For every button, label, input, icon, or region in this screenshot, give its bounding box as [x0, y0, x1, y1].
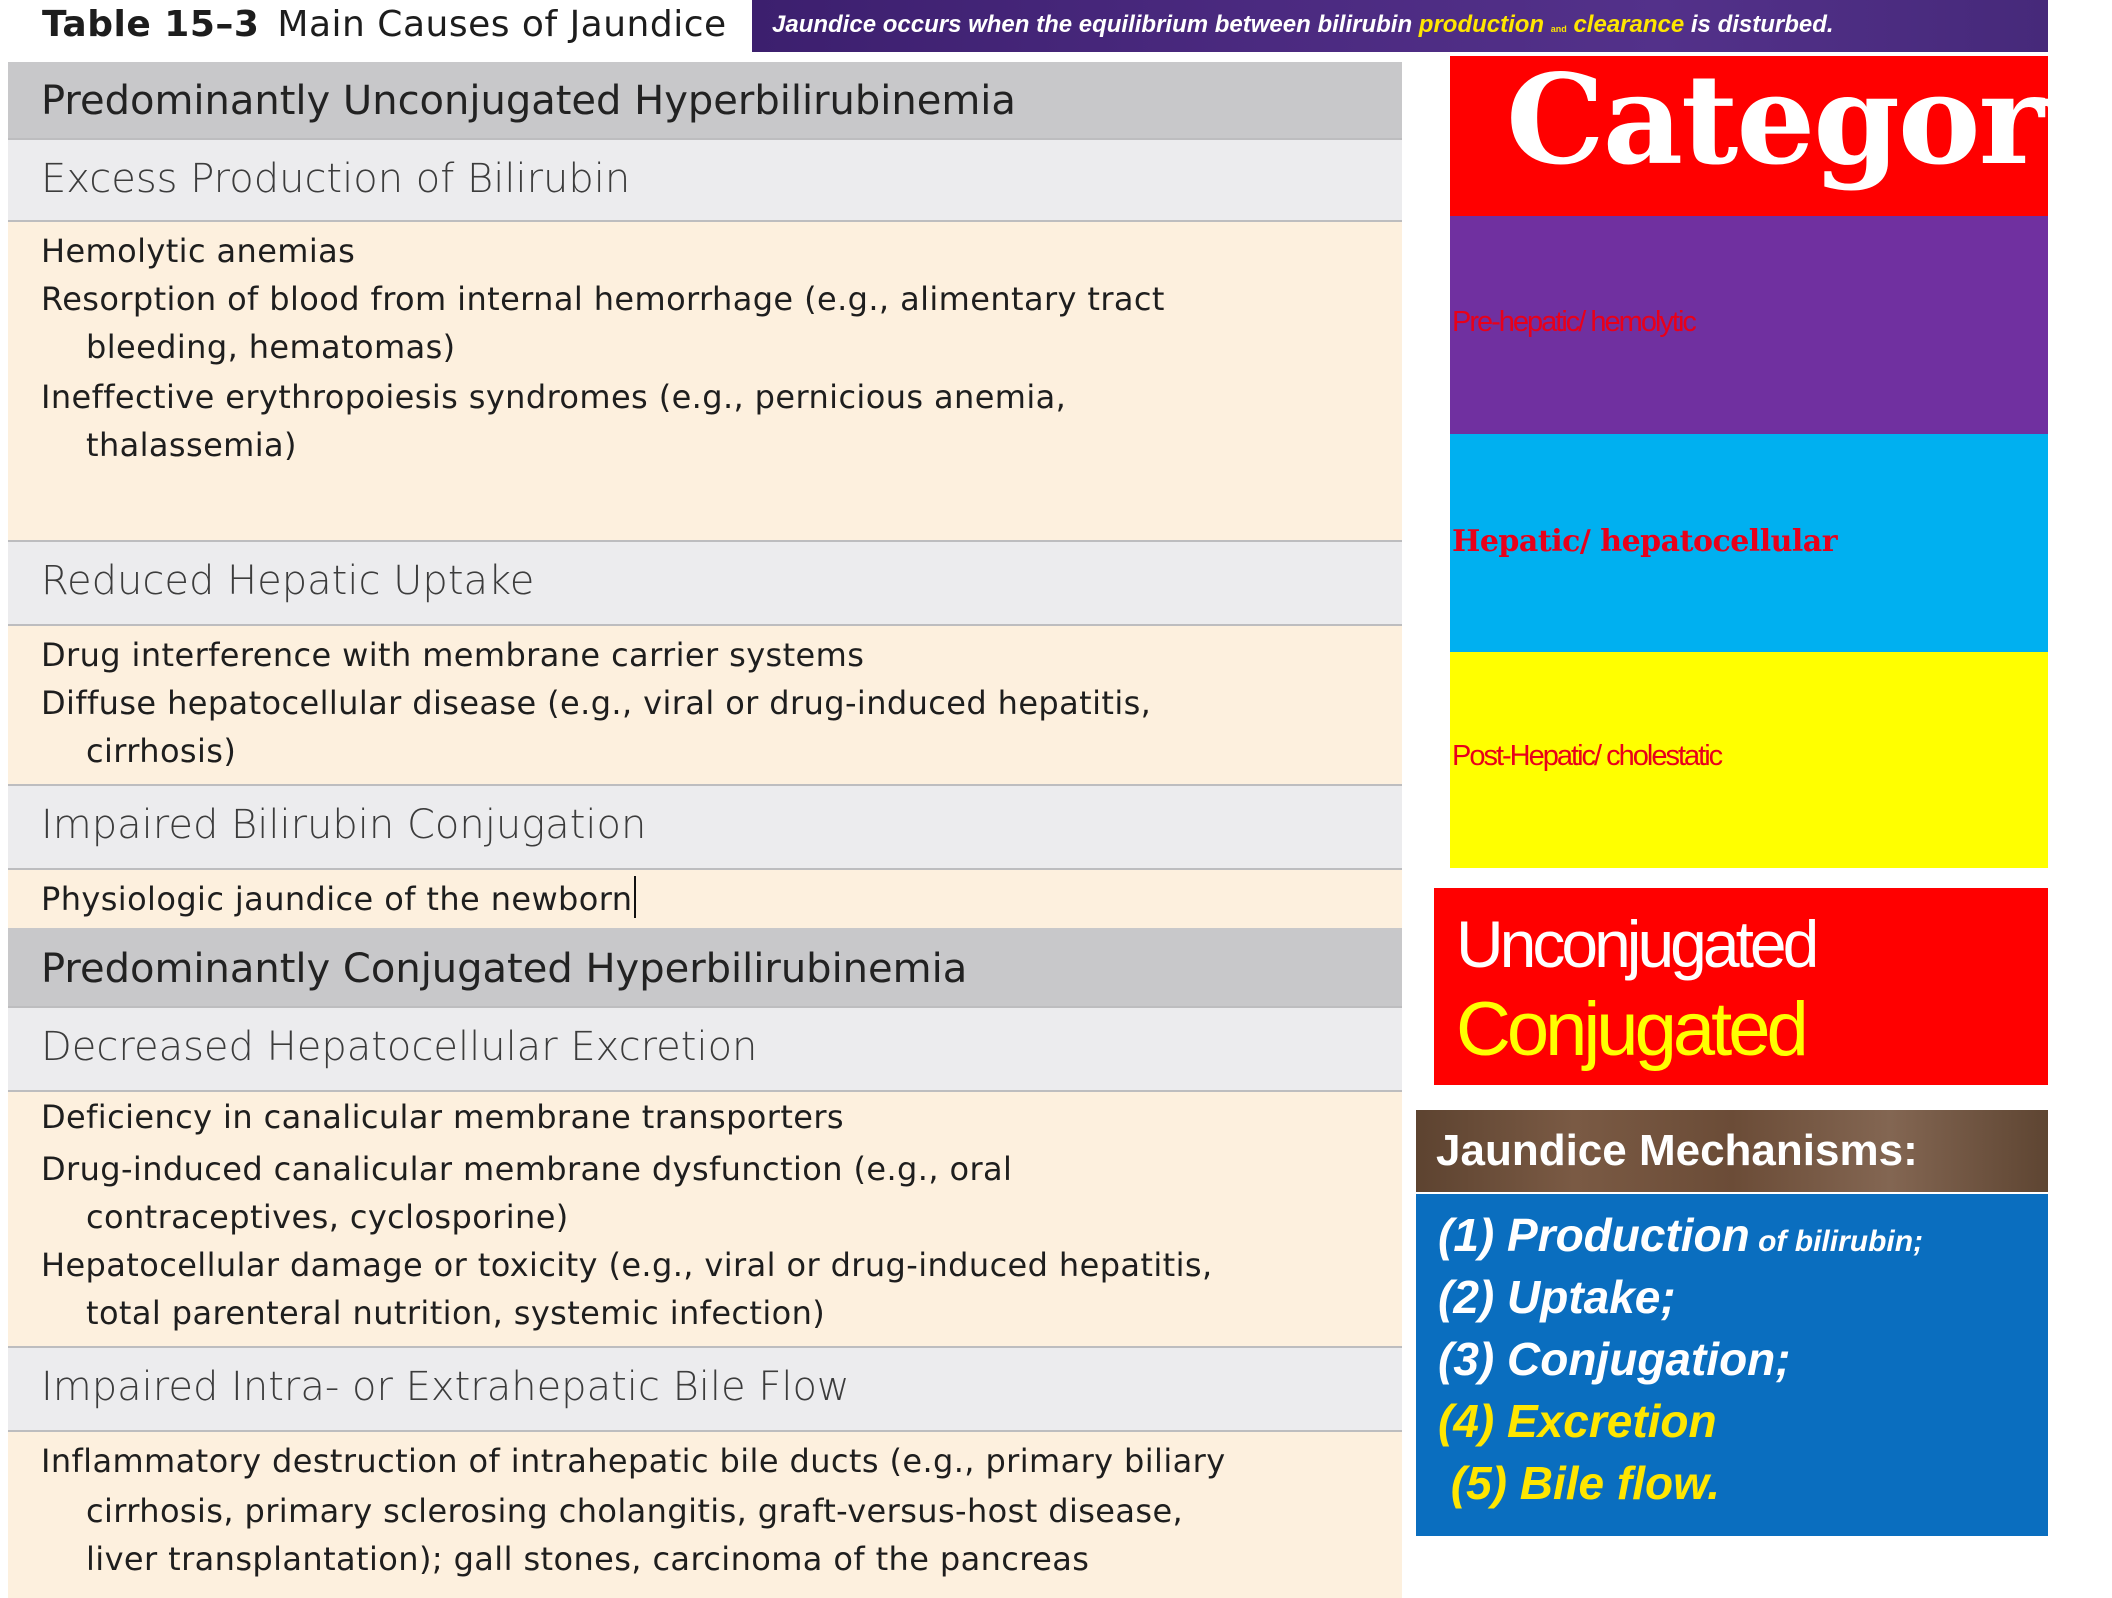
subsection-title: Reduced Hepatic Uptake [41, 558, 535, 604]
category-title-box [1450, 48, 2112, 216]
mechanism-item [1438, 1208, 1923, 1262]
cause-item: Deficiency in canalicular membrane transporters [41, 1098, 844, 1136]
subsection-body-impaired-conjugation [8, 870, 1402, 930]
cause-item: Resorption of blood from internal hemorrhage (e.g., alimentary tract [41, 280, 1165, 318]
subsection-header-impaired-conjugation [8, 784, 1402, 870]
definition-banner [752, 0, 2048, 52]
subsection-body-decreased-excretion [8, 1092, 1402, 1346]
cause-item-continued: cirrhosis, primary sclerosing cholangitis, graft-versus-host disease, [86, 1492, 1184, 1530]
cause-item-continued: thalassemia) [86, 426, 297, 464]
section-title: Predominantly Unconjugated Hyperbilirubinemia [41, 78, 1016, 124]
mechanism-item: (5) Bile flow. [1438, 1457, 1720, 1509]
bilirubin-types-box [1434, 888, 2048, 1085]
section-header-conjugated [8, 928, 1402, 1008]
cause-item-continued: liver transplantation); gall stones, carcinoma of the pancreas [86, 1540, 1090, 1578]
banner-text [772, 11, 1834, 39]
mechanism-main: (1) Production [1438, 1209, 1750, 1261]
cause-item-continued: cirrhosis) [86, 732, 237, 770]
category-prehepatic [1450, 216, 2048, 434]
cause-item: Drug interference with membrane carrier systems [41, 636, 865, 674]
subsection-header-excess-production [8, 138, 1402, 222]
cause-item-continued: bleeding, hematomas) [86, 328, 456, 366]
subsection-body-excess-production [8, 222, 1402, 540]
category-label-hepatic: Hepatic/ hepatocellular [1452, 524, 1838, 559]
subsection-title: Decreased Hepatocellular Excretion [41, 1024, 758, 1070]
banner-part-1: Jaundice occurs when the equilibrium between bilirubin [772, 11, 1419, 38]
table-number: Table 15–3 [42, 4, 260, 45]
cause-item: Hemolytic anemias [41, 232, 356, 270]
mechanisms-title: Jaundice Mechanisms: [1436, 1126, 1918, 1175]
mechanism-item: (4) Excretion [1438, 1395, 1717, 1447]
category-hepatic [1450, 434, 2048, 652]
subsection-header-reduced-uptake [8, 540, 1402, 626]
category-posthepatic [1450, 652, 2048, 868]
cause-item-continued: contraceptives, cyclosporine) [86, 1198, 569, 1236]
cause-item: Hepatocellular damage or toxicity (e.g., viral or drug-induced hepatitis, [41, 1246, 1213, 1284]
mechanism-item: (3) Conjugation; [1438, 1333, 1791, 1385]
category-label-posthepatic: Post-Hepatic/ cholestatic [1452, 740, 1722, 772]
table-title [42, 4, 727, 45]
table-title-text: Main Causes of Jaundice [277, 4, 727, 45]
table-title-row [0, 0, 752, 54]
mechanism-item: (2) Uptake; [1438, 1271, 1676, 1323]
text-cursor [634, 876, 636, 918]
mechanisms-header [1416, 1110, 2048, 1192]
banner-part-2: is disturbed. [1684, 11, 1834, 38]
type-conjugated: Conjugated [1456, 987, 1805, 1072]
cause-item: Diffuse hepatocellular disease (e.g., viral or drug-induced hepatitis, [41, 684, 1152, 722]
subsection-body-reduced-uptake [8, 626, 1402, 786]
subsection-title: Impaired Intra- or Extrahepatic Bile Flow [41, 1364, 850, 1410]
type-unconjugated: Unconjugated [1456, 907, 1816, 981]
cause-item-text: Physiologic jaundice of the newborn [41, 880, 633, 918]
category-panel [1450, 48, 2112, 871]
subsection-header-decreased-excretion [8, 1006, 1402, 1092]
cause-item: Ineffective erythropoiesis syndromes (e.g., pernicious anemia, [41, 378, 1067, 416]
category-title: Category [1506, 48, 2112, 193]
cause-item: Inflammatory destruction of intrahepatic bile ducts (e.g., primary biliary [41, 1442, 1226, 1480]
subsection-header-impaired-bile-flow [8, 1346, 1402, 1432]
banner-word-clearance: clearance [1573, 11, 1685, 38]
cause-item [41, 876, 636, 918]
banner-word-production: production [1418, 11, 1545, 38]
mechanism-detail: of bilirubin; [1749, 1225, 1924, 1258]
mechanisms-list [1416, 1194, 2048, 1536]
cause-item-continued: total parenteral nutrition, systemic infection) [86, 1294, 826, 1332]
section-title: Predominantly Conjugated Hyperbilirubinemia [41, 946, 968, 992]
subsection-title: Excess Production of Bilirubin [41, 156, 631, 202]
section-header-unconjugated [8, 62, 1402, 140]
subsection-title: Impaired Bilirubin Conjugation [41, 802, 647, 848]
category-label-prehepatic: Pre-hepatic/ hemolytic [1452, 306, 1695, 338]
banner-small-and: and [1550, 24, 1567, 34]
cause-item: Drug-induced canalicular membrane dysfunction (e.g., oral [41, 1150, 1013, 1188]
subsection-body-impaired-bile-flow [8, 1432, 1402, 1598]
